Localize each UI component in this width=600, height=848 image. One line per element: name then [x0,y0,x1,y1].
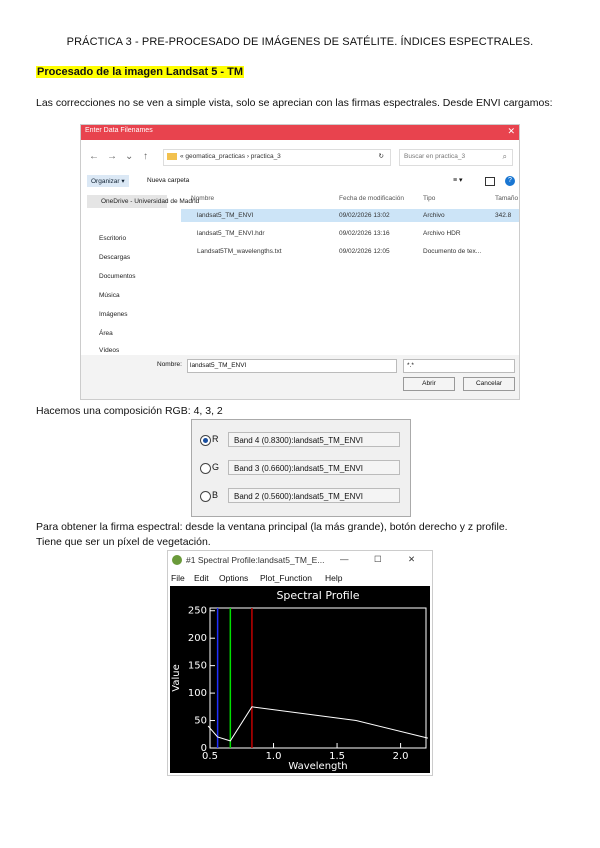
series-line [208,707,428,741]
sidebar-item-imagenes[interactable]: Imágenes [99,311,128,318]
view-options-button[interactable]: ≡ ▾ [453,177,463,184]
sidebar-item-escritorio[interactable]: Escritorio [99,235,127,242]
y-tick-label: 200 [187,633,207,645]
sidebar-item-area[interactable]: Área [99,330,113,337]
file-date: 09/02/2026 13:02 [339,212,390,219]
band-selection-panel [191,419,411,517]
file-dialog [80,124,520,400]
paragraph-profile-1: Para obtener la firma espectral: desde la ventana principal (la más grande), botón derecho y z profile. [36,521,508,533]
file-date: 09/02/2026 12:05 [339,248,390,255]
file-type: Documento de tex... [423,248,482,255]
file-type: Archivo HDR [423,230,461,237]
menu-edit[interactable]: Edit [194,573,209,583]
forward-arrow-icon[interactable]: → [107,151,117,162]
column-header-type[interactable]: Tipo [423,195,436,202]
folder-icon [167,153,177,160]
sidebar-item-onedrive[interactable]: OneDrive - Universidad de Madrid [87,195,167,208]
x-tick-label: 0.5 [202,751,218,762]
spectral-plot[interactable] [170,586,430,773]
radio-g[interactable] [200,463,211,474]
x-tick-label: 1.0 [265,751,282,762]
new-folder-button[interactable]: Nueva carpeta [147,177,190,184]
menu-bar [168,572,432,586]
x-axis-label: Wavelength [288,761,348,772]
radio-r[interactable] [200,435,211,446]
page-title: PRÁCTICA 3 - PRE-PROCESADO DE IMÁGENES DE SATÉLITE. ÍNDICES ESPECTRALES. [66,36,534,48]
menu-options[interactable]: Options [219,573,249,583]
y-tick-label: 0 [200,743,207,754]
file-type-select[interactable]: *.* [403,359,515,373]
band-field[interactable]: Band 3 (0.6600):landsat5_TM_ENVI [228,460,400,475]
section-subtitle: Procesado de la imagen Landsat 5 - TM [37,66,243,78]
filename-input[interactable]: landsat5_TM_ENVI [187,359,397,373]
column-header-name[interactable]: Nombre [191,195,215,202]
paragraph-rgb: Hacemos una composición RGB: 4, 3, 2 [36,405,223,417]
band-letter: R [212,434,219,444]
band-field[interactable]: Band 4 (0.8300):landsat5_TM_ENVI [228,432,400,447]
dialog-titlebar [81,125,519,140]
table-row[interactable] [181,227,519,240]
file-name: landsat5_TM_ENVI.hdr [197,230,265,237]
column-header-size[interactable]: Tamaño [495,195,519,202]
close-icon[interactable]: ✕ [507,126,515,136]
band-field[interactable]: Band 2 (0.5600):landsat5_TM_ENVI [228,488,400,503]
band-row-r [192,429,410,453]
table-row[interactable] [181,209,519,222]
maximize-icon[interactable]: ☐ [374,554,382,564]
menu-help[interactable]: Help [325,573,343,583]
dialog-toolbar [81,173,519,189]
y-tick-label: 150 [187,660,207,672]
file-name: Landsat5TM_wavelengths.txt [197,248,282,255]
search-input[interactable]: Buscar en practica_3 ⌕ [399,149,513,166]
y-axis-label: Value [171,664,182,692]
organize-button[interactable]: Organizar ▾ [87,175,129,187]
dialog-footer [81,355,519,399]
file-name: landsat5_TM_ENVI [197,212,254,219]
x-tick-label: 1.5 [329,751,346,762]
open-button[interactable]: Abrir [403,377,455,391]
table-row[interactable] [181,245,519,258]
sidebar-item-descargas[interactable]: Descargas [99,254,131,261]
band-row-b [192,485,410,509]
file-date: 09/02/2026 13:16 [339,230,390,237]
band-letter: B [212,490,219,500]
x-tick-label: 2.0 [392,751,409,762]
menu-file[interactable]: File [171,573,185,583]
app-icon [172,555,182,565]
y-tick-label: 100 [187,688,207,700]
search-icon[interactable]: ⌕ [502,152,507,161]
filename-label: Nombre: [157,361,182,368]
dialog-sidebar [81,189,200,354]
menu-plot-function[interactable]: Plot_Function [260,573,312,583]
plot-frame [210,608,426,748]
window-titlebar [168,551,432,571]
dialog-title: Enter Data Filenames [85,127,153,134]
path-breadcrumb[interactable] [163,149,391,166]
cancel-button[interactable]: Cancelar [463,377,515,391]
refresh-icon[interactable]: ↻ [378,153,384,160]
chevron-down-icon[interactable]: ⌄ [125,151,134,162]
chart-title: Spectral Profile [276,589,360,602]
file-list [181,191,519,351]
sidebar-item-documentos[interactable]: Documentos [99,273,136,280]
breadcrumb: « geomatica_practicas › practica_3 [180,153,281,160]
file-type: Archivo [423,212,445,219]
band-letter: G [212,462,220,472]
paragraph-profile-2: Tiene que ser un píxel de vegetación. [36,536,211,548]
paragraph-intro: Las correcciones no se ven a simple vista, solo se aprecian con las firmas espectrales. Desde ENVI cargamos: [36,97,553,109]
y-tick-label: 50 [194,715,207,727]
band-row-g [192,457,410,481]
preview-pane-icon[interactable] [485,177,495,186]
spectral-chart [170,586,430,773]
window-title: #1 Spectral Profile:landsat5_TM_E... [186,555,325,565]
sidebar-item-musica[interactable]: Música [99,292,120,299]
back-arrow-icon[interactable]: ← [89,151,99,162]
y-tick-label: 250 [187,605,207,617]
file-size: 342.8 [495,212,512,219]
spectral-profile-window [167,550,433,776]
minimize-icon[interactable]: — [340,554,349,564]
help-icon[interactable]: ? [505,176,515,186]
navigation-bar [81,141,519,169]
radio-b[interactable] [200,491,211,502]
up-arrow-icon[interactable]: ↑ [143,151,148,162]
close-icon[interactable]: ✕ [408,554,416,564]
sidebar-item-videos[interactable]: Vídeos [99,347,120,354]
column-header-date[interactable]: Fecha de modificación [339,195,405,202]
